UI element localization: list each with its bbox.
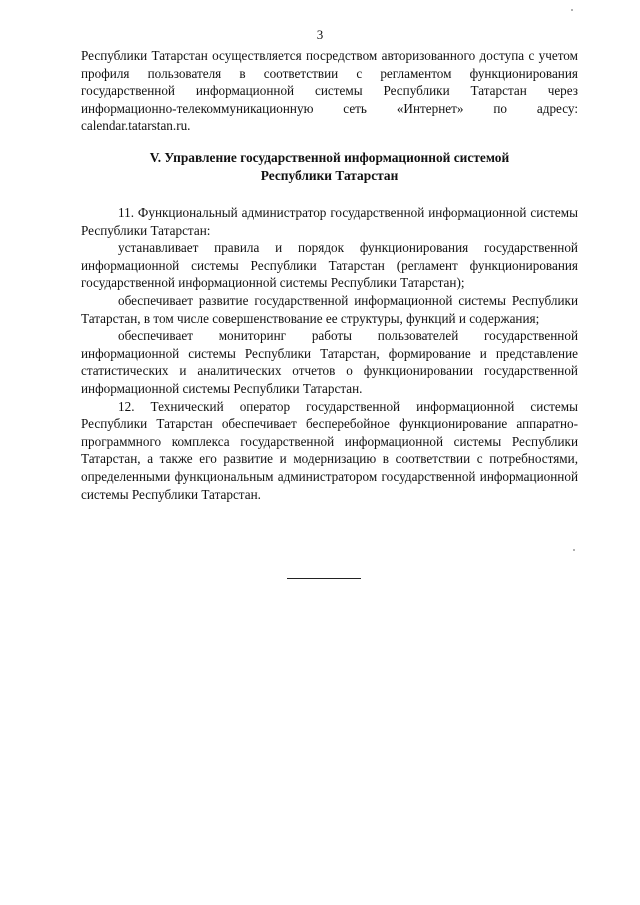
scan-speck (573, 549, 575, 551)
end-of-document-rule (287, 578, 361, 579)
scan-speck (571, 9, 573, 11)
section-heading (81, 149, 578, 185)
section-body (81, 204, 578, 503)
paragraph-11-intro: 11. Функциональный администратор государственной информационной системы Республики Татарстан: (81, 205, 578, 238)
paragraph-12-operator: 12. Технический оператор государственной информационной системы Республики Татарстан обеспечивает бесперебойное функционирование аппаратно-программного комплекса государственной информационной системы Республики Татарстан, а также его развитие и модернизацию в соответствии с потребностями, определенными функциональным администратором государственной информационной системы Республики Татарстан. (81, 398, 578, 502)
paragraph-11-monitoring: обеспечивает мониторинг работы пользователей государственной информационной системы Республики Татарстан, формирование и представление статистических и аналитических отчетов о функционировании государственной информационной системы Республики Татарстан. (81, 328, 578, 396)
section-heading-line-2: Республики Татарстан (260, 168, 399, 183)
paragraph-11-development: обеспечивает развитие государственной информационной системы Республики Татарстан, в том числе совершенствование ее структуры, функций и содержания; (81, 292, 578, 326)
paragraph-11-rules: устанавливает правила и порядок функционирования государственной информационной системы Республики Татарстан (регламент функционирования государственной информационной системы Республики Татарстан); (81, 240, 578, 291)
intro-paragraph: Республики Татарстан осуществляется посредством авторизованного доступа с учетом профиля пользователя в соответствии с регламентом функционирования государственной информационной системы Республики Татарстан через информационно-телекоммуникационную сеть «Интернет» по адресу: calendar.tatarstan.ru. (81, 48, 578, 134)
intro-text-block (81, 47, 578, 135)
page-number: 3 (316, 27, 324, 42)
section-heading-line-1: V. Управление государственной информационной системой (149, 150, 510, 165)
